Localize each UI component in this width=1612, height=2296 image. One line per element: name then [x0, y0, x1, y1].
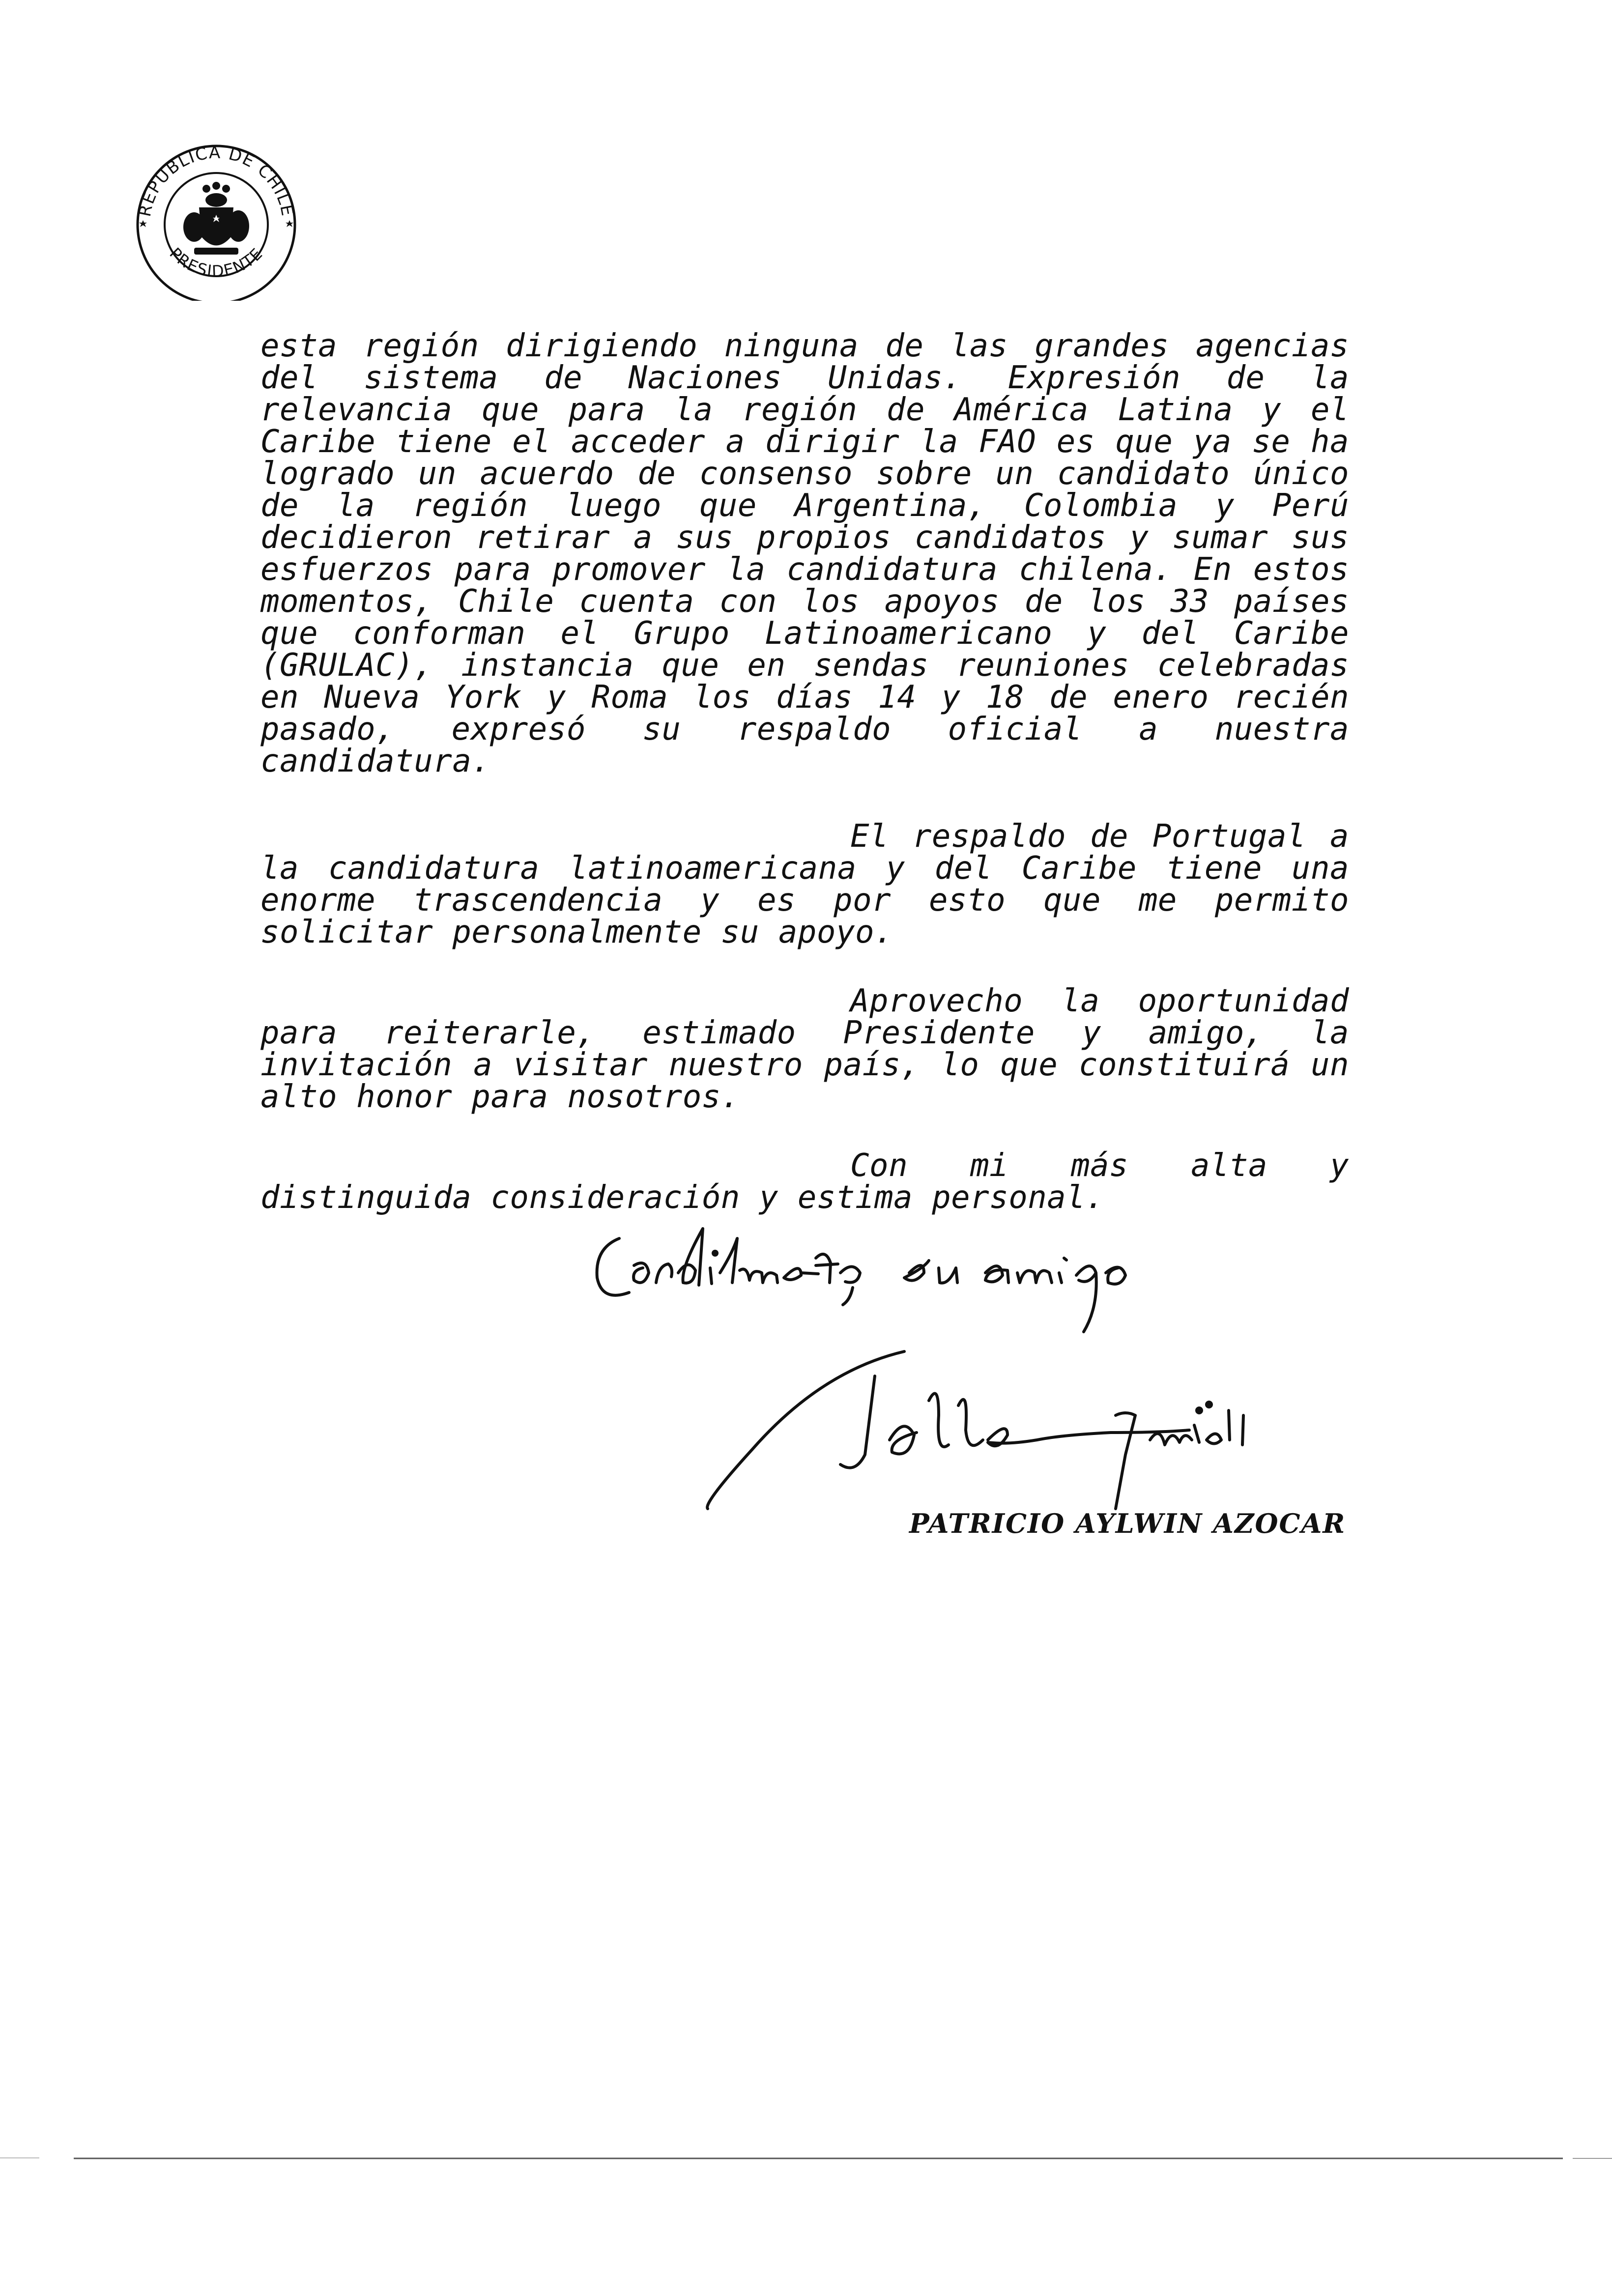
closing-line-2: distinguida consideración y estima personal. — [260, 1179, 1105, 1216]
star-icon — [286, 220, 293, 227]
seal-top-text: REPUBLICA DE CHILE — [135, 143, 298, 219]
letter-paragraph-2: El respaldo de Portugal a la candidatura latinoamericana y del Caribe tiene una enorme trascendencia y es por esto que me permito solicitar personalmente su apoyo. — [260, 818, 1349, 950]
letter-closing — [260, 1150, 1349, 1214]
handwritten-closing-note — [585, 1219, 1273, 1347]
letter-paragraph-3: Aprovecho la oportunidad para reiterarle, estimado Presidente y amigo, la invitación a visitar nuestro país, lo que constituirá un alto honor para nosotros. — [260, 983, 1349, 1115]
signature — [693, 1342, 1460, 1528]
seal-bottom-text: PRESIDENTE — [166, 244, 267, 281]
svg-text:REPUBLICA DE CHILE — [135, 143, 297, 218]
coat-of-arms-icon — [183, 182, 249, 255]
presidential-seal — [120, 134, 312, 301]
signer-name: PATRICIO AYLWIN AZOCAR — [909, 1508, 1346, 1539]
page-footer-rule — [0, 2156, 1612, 2160]
star-icon — [139, 220, 147, 227]
closing-line-1: Con mi más alta y — [850, 1148, 1349, 1184]
letter-paragraph-1: esta región dirigiendo ninguna de las grandes agencias del sistema de Naciones Unidas. Expresión de la relevancia que para la región de América Latina y el Caribe tiene el acceder a dirigir la FAO es que ya se ha logrado un acuerdo de consenso sobre un candidato único de la región luego que Argentina, Colombia y Perú decidieron retirar a sus propios candidatos y sumar sus esfuerzos para promover la candidatura chilena. En estos momentos, Chile cuenta con los apoyos de los 33 países que conforman el Grupo Latinoamericano y del Caribe (GRULAC), instancia que en sendas reuniones celebradas en Nueva York y Roma los días 14 y 18 de enero recién pasado, expresó su respaldo oficial a nuestra candidatura. — [260, 328, 1349, 779]
